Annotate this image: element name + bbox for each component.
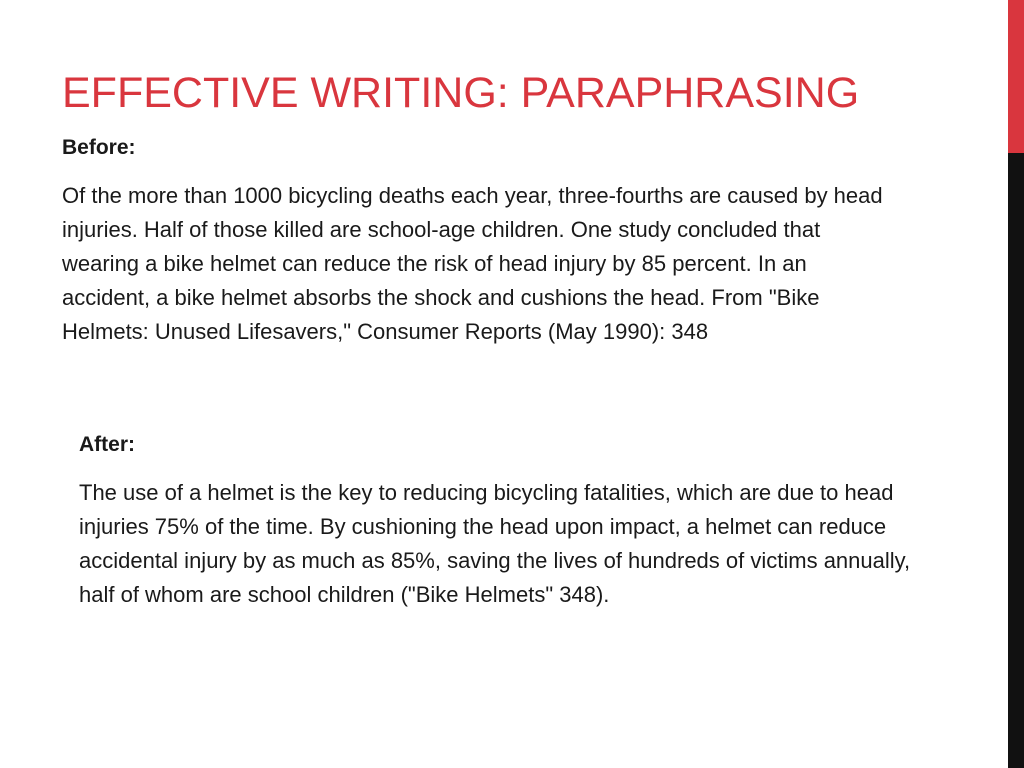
after-section [79,430,939,612]
after-heading: After: [79,433,135,456]
before-heading: Before: [62,136,136,159]
after-text: The use of a helmet is the key to reducing bicycling fatalities, which are due to head injuries 75% of the time. By cushioning the head upon impact, a helmet can reduce accidental injury by as much as 85%, saving the lives of hundreds of victims annually, half of whom are school children ("Bike Helmets" 348). [79,480,911,607]
accent-bar-red [1008,0,1024,153]
before-section [62,133,897,349]
before-text: Of the more than 1000 bicycling deaths each year, three-fourths are caused by head injuries. Half of those killed are school-age children. One study concluded that wearing a bike helmet can reduce the risk of head injury by 85 percent. In an accident, a bike helmet absorbs the shock and cushions the head. From "Bike Helmets: Unused Lifesavers," Consumer Reports (May 1990): 348 [62,183,883,344]
accent-bar-dark [1008,153,1024,768]
slide-title: EFFECTIVE WRITING: PARAPHRASING [62,68,860,117]
accent-bar [1008,0,1024,768]
